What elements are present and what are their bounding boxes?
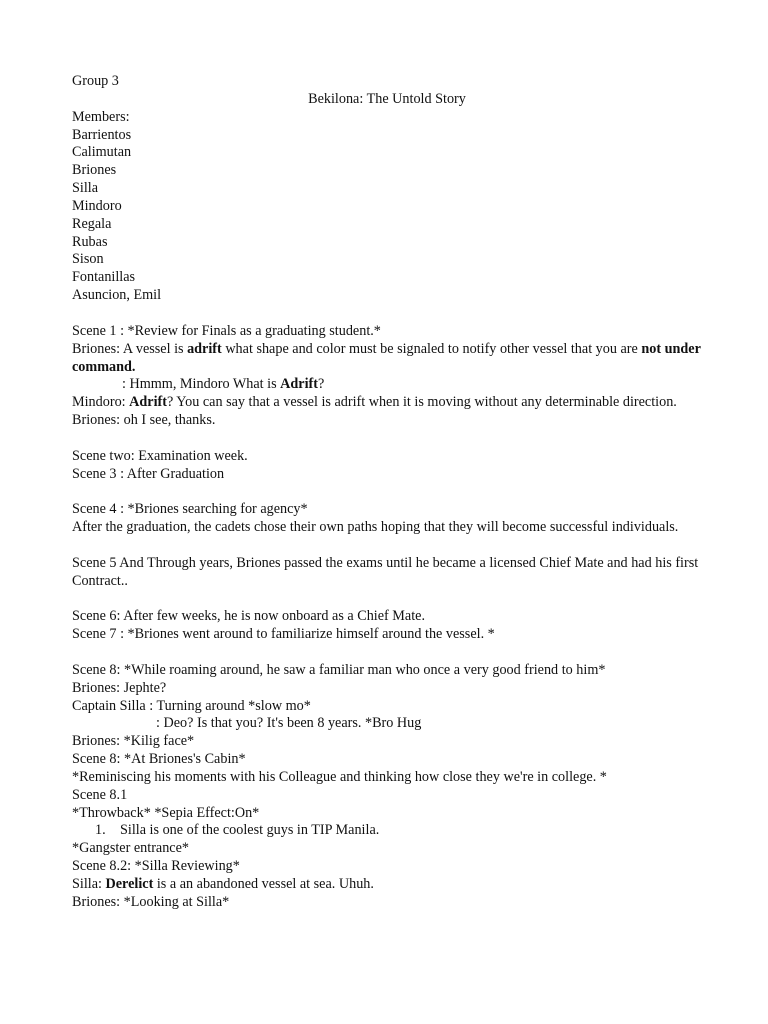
adrift-bold: adrift: [187, 340, 222, 357]
scene-8-cabin: Scene 8: *At Briones's Cabin*: [72, 751, 246, 768]
members-label: Members:: [72, 108, 130, 125]
member-name: Rubas: [72, 233, 108, 250]
spacer: [72, 590, 702, 608]
derelict-bold: Derelict: [105, 875, 154, 892]
scene-1-mindoro-answer: [72, 394, 702, 412]
scene-8-1-heading: Scene 8.1: [72, 786, 128, 803]
colon-line-suffix: ?: [318, 376, 325, 393]
scene-4-heading: Scene 4 : *Briones searching for agency*: [72, 501, 308, 518]
document-title: Bekilona: The Untold Story: [308, 90, 466, 107]
scene-8-silla-derelict: [72, 876, 702, 894]
member-name: Mindoro: [72, 197, 122, 214]
member-name: Silla: [72, 180, 99, 197]
scene-1-heading: Scene 1 : *Review for Finals as a graduating student.*: [72, 322, 381, 339]
spacer: [72, 644, 702, 662]
member-name: Regala: [72, 215, 112, 232]
scene-6-text: Scene 6: After few weeks, he is now onboard as a Chief Mate.: [72, 608, 426, 625]
member-name: Fontanillas: [72, 269, 136, 286]
list-text: Silla is one of the coolest guys in TIP Manila.: [120, 822, 380, 839]
spacer: [72, 430, 702, 448]
list-number: 1.: [95, 822, 106, 839]
scene-3-heading: Scene 3 : After Graduation: [72, 465, 225, 482]
briones-question-prefix: Briones: A vessel is: [72, 340, 188, 357]
scene-1-briones-thanks: Briones: oh I see, thanks.: [72, 412, 216, 429]
scene-7-text: Scene 7 : *Briones went around to familiarize himself around the vessel. *: [72, 626, 495, 643]
colon-line-prefix: : Hmmm, Mindoro What is: [122, 376, 281, 393]
scene-8-captain-silla: Captain Silla : Turning around *slow mo*: [72, 697, 311, 714]
spacer: [72, 305, 702, 323]
scene-5-text: Scene 5 And Through years, Briones passed the exams until he became a licensed Chief Mate and had his first Contract..: [72, 554, 699, 589]
scene-1-colon-line: [72, 376, 702, 394]
member-name: Asuncion, Emil: [72, 287, 162, 304]
scene-8-briones-kilig: Briones: *Kilig face*: [72, 733, 195, 750]
briones-question-middle: what shape and color must be signaled to notify other vessel that you are: [221, 340, 642, 357]
adrift-bold: Adrift: [280, 376, 318, 393]
spacer: [72, 537, 702, 555]
scene-8-gangster: *Gangster entrance*: [72, 840, 189, 857]
scene-1-briones-question: [72, 341, 702, 377]
scene-8-deo-line: : Deo? Is that you? It's been 8 years. *Bro Hug: [156, 715, 422, 732]
scene-8-reminiscing: *Reminiscing his moments with his Colleague and thinking how close they we're in college. *: [72, 768, 607, 785]
scene-8-heading: Scene 8: *While roaming around, he saw a familiar man who once a very good friend to him*: [72, 661, 606, 678]
adrift-bold: Adrift: [129, 394, 167, 411]
document-content: [72, 73, 702, 912]
silla-suffix: is a an abandoned vessel at sea. Uhuh.: [153, 875, 374, 892]
scene-8-briones-jephte: Briones: Jephte?: [72, 679, 167, 696]
mindoro-prefix: Mindoro:: [72, 394, 130, 411]
member-name: Sison: [72, 251, 104, 268]
member-name: Calimutan: [72, 144, 132, 161]
spacer: [72, 483, 702, 501]
group-label: Group 3: [72, 73, 119, 89]
member-name: Barrientos: [72, 126, 132, 143]
numbered-list-item: [72, 822, 702, 840]
member-name: Briones: [72, 162, 117, 179]
mindoro-text: ? You can say that a vessel is adrift when it is moving without any determinable direction.: [166, 394, 677, 411]
scene-8-throwback: *Throwback* *Sepia Effect:On*: [72, 804, 260, 821]
scene-4-text: After the graduation, the cadets chose their own paths hoping that they will become successful individuals.: [72, 519, 679, 536]
scene-2-heading: Scene two: Examination week.: [72, 447, 248, 464]
scene-8-2-heading: Scene 8.2: *Silla Reviewing*: [72, 858, 240, 875]
not-under-command-bold: not under command.: [72, 340, 701, 375]
scene-8-briones-looking: Briones: *Looking at Silla*: [72, 893, 230, 910]
silla-prefix: Silla:: [72, 875, 106, 892]
